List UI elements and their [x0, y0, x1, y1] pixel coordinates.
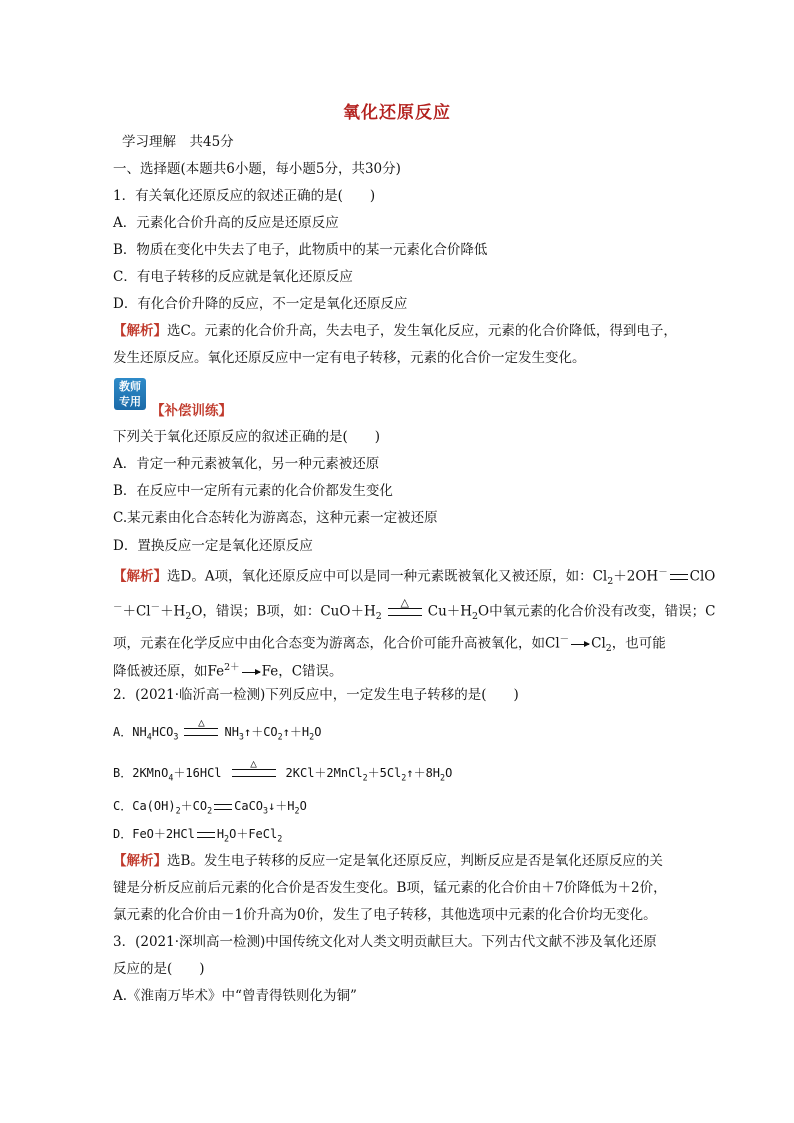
q2-analysis-line3: 氯元素的化合价由－1价升高为0价，发生了电子转移，其他选项中元素的化合价均无变化。: [113, 907, 657, 923]
q2-option-a: A．$NH_4HCO_3$ △ $NH_3↑+CO_2↑+H_2O$: [113, 716, 322, 742]
buchang-analysis-line1: 【解析】选D。A项，氧化还原反应中可以是同一种元素既被氧化又被还原，如：$Cl_2+2OH^-$ ClO: [113, 567, 716, 588]
equals-sign: [214, 804, 232, 810]
q2-option-c: C．$Ca(OH)_2+CO_2$ $CaCO_3↓+H_2O$: [113, 799, 307, 816]
buchang-analysis-line2: $^-+Cl^-+H_2O$，错误；B项，如：$CuO+H_2$ △ $Cu+H_2O$中氧元素的化合价没有改变，错误；C: [113, 595, 716, 623]
heating-condition-icon: △: [388, 606, 422, 616]
heating-condition-icon: △: [184, 726, 218, 736]
q1-analysis-line1: 【解析】选C。元素的化合价升高，失去电子，发生氧化反应，元素的化合价降低，得到电子，: [113, 323, 677, 339]
buchang-option-b: B．在反应中一定所有元素的化合价都发生变化: [113, 483, 393, 499]
section-heading: 一、选择题(本题共6小题，每小题5分，共30分): [113, 161, 401, 177]
buchang-option-d: D．置换反应一定是氧化还原反应: [113, 538, 313, 554]
q1-option-b: B．物质在变化中失去了电子，此物质中的某一元素化合价降低: [113, 242, 488, 258]
supplementary-training-tag: 【补偿训练】: [151, 403, 232, 419]
q3-stem-line1: 3．(2021·深圳高一检测)中国传统文化对人类文明贡献巨大。下列古代文献不涉及氧化还原: [113, 934, 657, 950]
q1-option-d: D．有化合价升降的反应，不一定是氧化还原反应: [113, 296, 408, 312]
q2-stem: 2．(2021·临沂高一检测)下列反应中，一定发生电子转移的是( ): [113, 687, 519, 703]
arrow-icon: [571, 644, 589, 645]
page-title: 氧化还原反应: [343, 103, 451, 123]
analysis-tag: 【解析】: [113, 323, 167, 339]
q3-stem-line2: 反应的是( ): [113, 961, 205, 977]
buchang-analysis-line3: 项，元素在化学反应中由化合态变为游离态，化合价可能升高被氧化，如Cl－ $Cl_2$，也可能: [113, 634, 666, 655]
q2-option-b: B．2KMnO$_4$＋16HCl △ $2KCl+2MnCl_2+5Cl_2↑+8H_2O$: [113, 757, 453, 783]
equals-sign: [197, 832, 215, 838]
q1-option-c: C．有电子转移的反应就是氧化还原反应: [113, 269, 353, 285]
q1-option-a: A．元素化合价升高的反应是还原反应: [113, 215, 339, 231]
equals-sign: [670, 574, 688, 580]
q3-option-a: A.《淮南万毕术》中“曾青得铁则化为铜”: [113, 988, 357, 1004]
q2-analysis-line2: 键是分析反应前后元素的化合价是否发生变化。B项，锰元素的化合价由＋7价降低为＋2价，: [113, 880, 667, 896]
q2-option-d: D．FeO＋2HCl $H_2O+FeCl_2$: [113, 827, 283, 844]
buchang-stem: 下列关于氧化还原反应的叙述正确的是( ): [113, 429, 381, 445]
section-header: 学习理解 共45分: [122, 134, 234, 150]
heating-condition-icon: △: [232, 767, 276, 777]
teacher-badge-icon: 教师 专用: [114, 378, 146, 410]
q1-analysis-line2: 发生还原反应。氧化还原反应中一定有电子转移，元素的化合价一定发生变化。: [113, 350, 586, 366]
buchang-option-c: C.某元素由化合态转化为游离态，这种元素一定被还原: [113, 510, 438, 526]
buchang-option-a: A．肯定一种元素被氧化，另一种元素被还原: [113, 456, 380, 472]
arrow-icon: [242, 672, 260, 673]
q2-analysis-line1: 【解析】选B。发生电子转移的反应一定是氧化还原反应，判断反应是否是氧化还原反应的关: [113, 853, 663, 869]
q1-stem: 1．有关氧化还原反应的叙述正确的是( ): [113, 188, 376, 204]
buchang-analysis-line4: 降低被还原，如$Fe^{2+}$ Fe，C错误。: [113, 662, 343, 680]
